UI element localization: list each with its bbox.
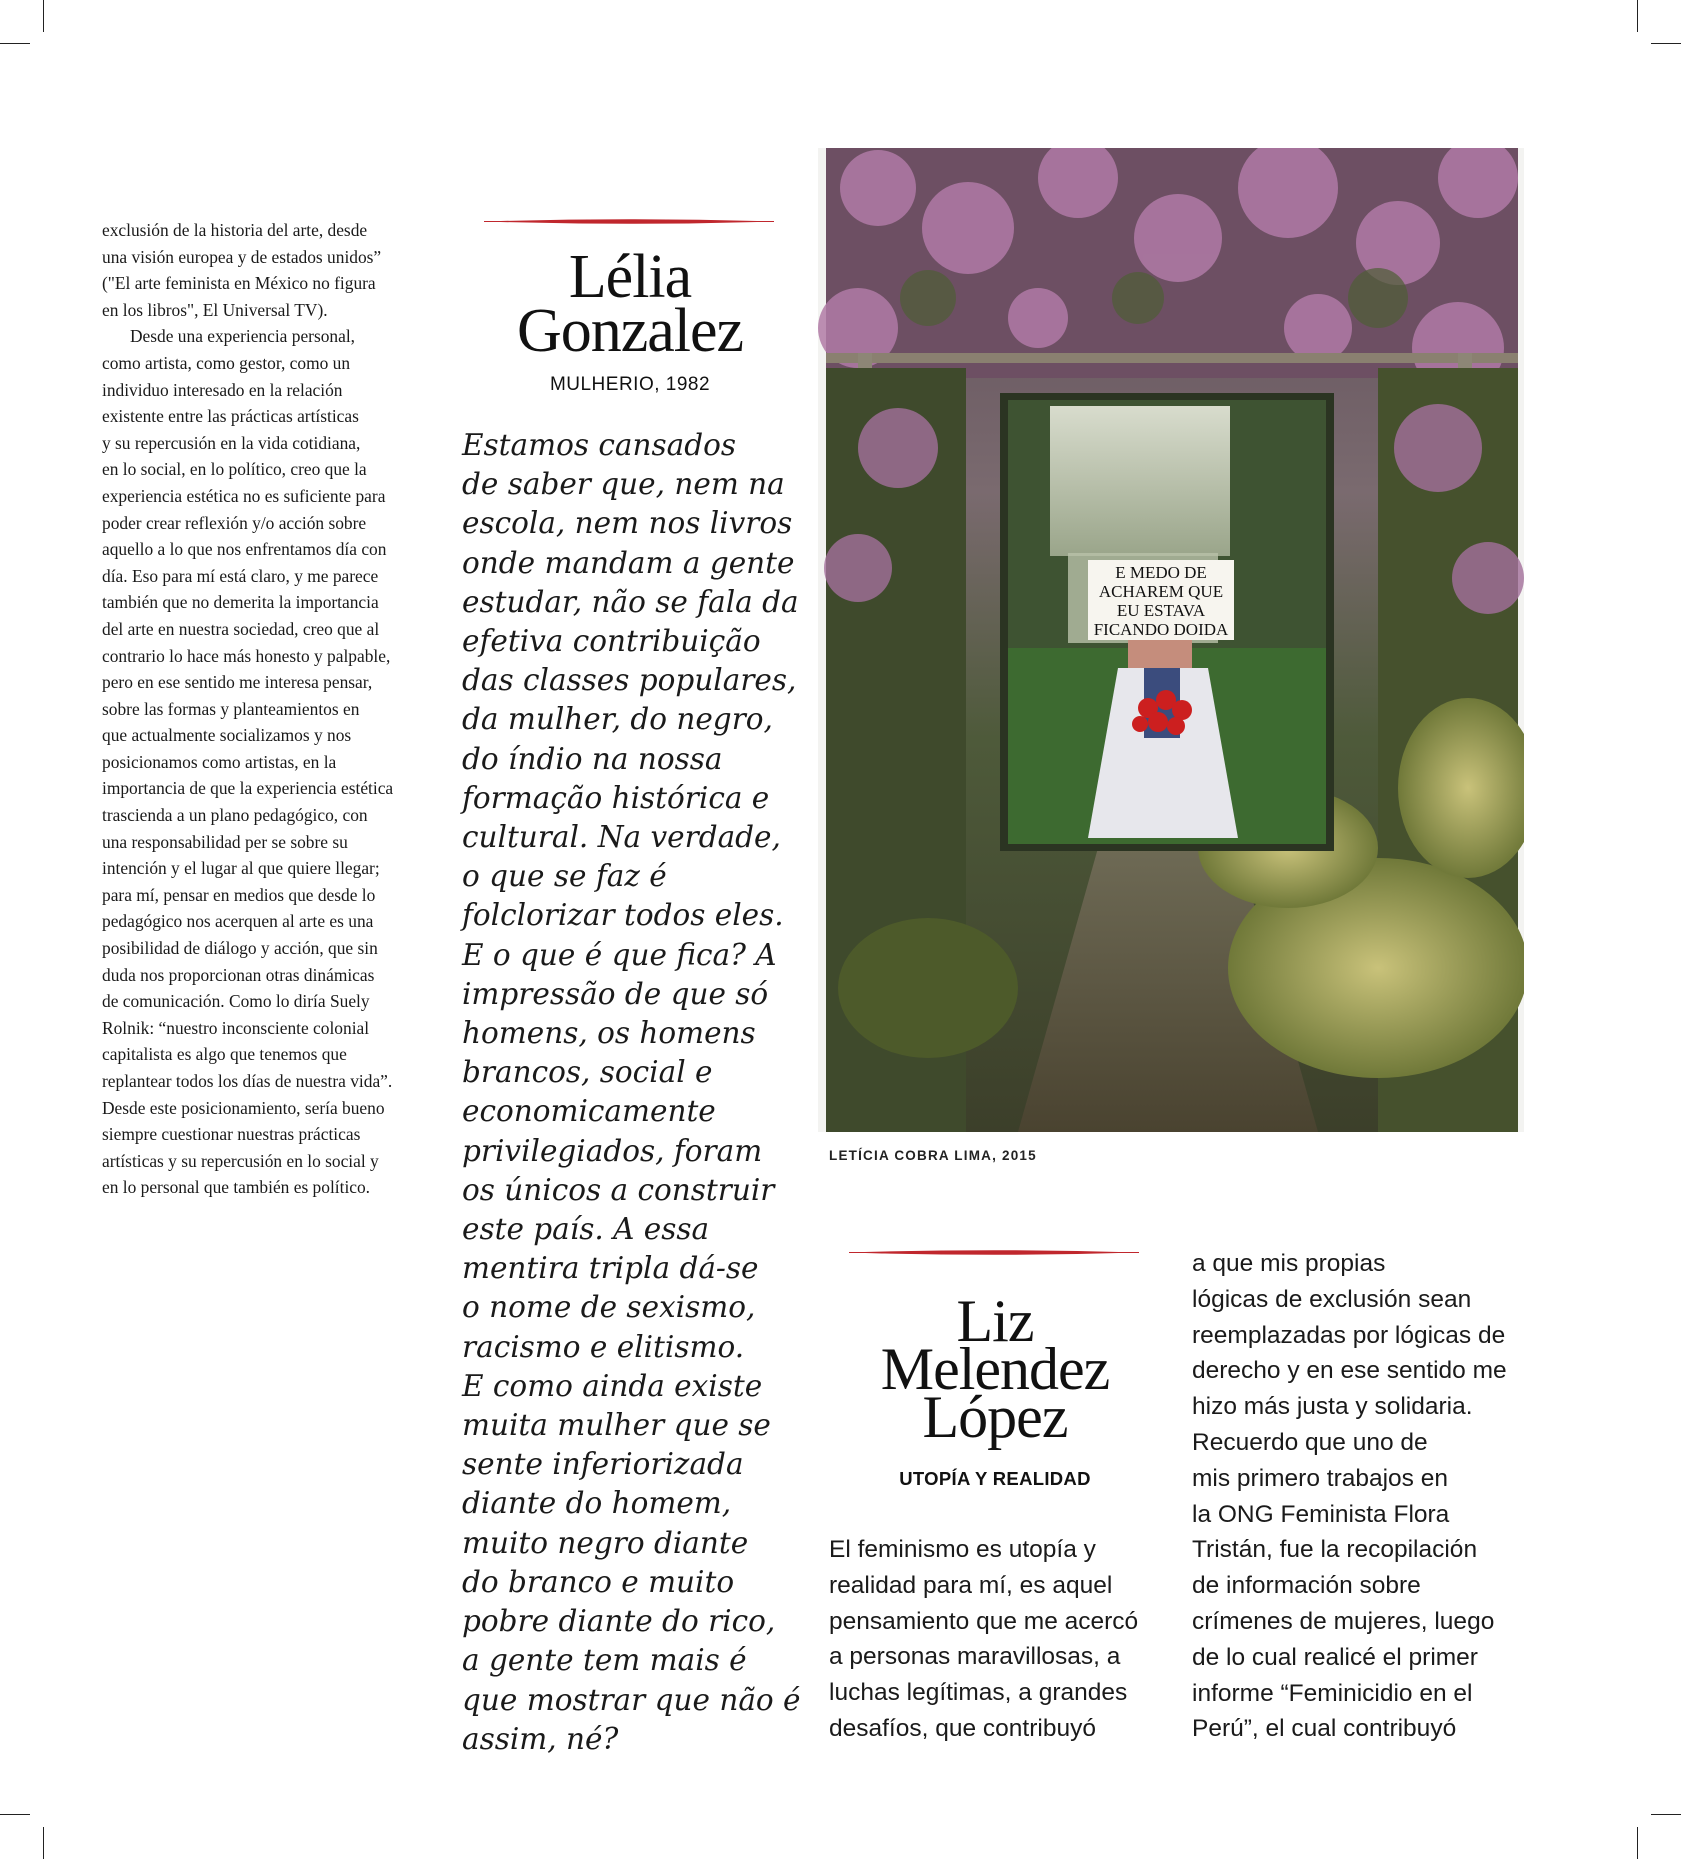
left-column-line: en lo personal que también es político.	[102, 1177, 371, 1198]
lelia-name-line2: Gonzalez	[516, 297, 744, 365]
crop-mark-top-left-v	[43, 0, 44, 32]
quote-line: assim, né?	[462, 1721, 619, 1756]
lelia-name-heading	[480, 243, 780, 365]
artwork-overlay-line: ACHAREM QUE	[1098, 582, 1224, 601]
lelia-source: MULHERIO, 1982	[549, 374, 711, 395]
left-column-line: existente entre las prácticas artísticas	[102, 406, 359, 427]
crop-mark-top-right-v	[1637, 0, 1638, 32]
artwork-frame	[818, 148, 1524, 1132]
liz-col2-line: informe “Feminicidio en el	[1192, 1679, 1473, 1707]
crop-mark-bottom-left-v	[43, 1827, 44, 1859]
liz-col1-line: a personas maravillosas, a	[829, 1643, 1121, 1671]
left-column-line: posibilidad de diálogo y acción, que sin	[102, 938, 378, 959]
left-column-line: aquello a lo que nos enfrentamos día con	[102, 539, 387, 560]
quote-line: folclorizar todos eles.	[462, 898, 784, 933]
left-column-line: replantear todos los días de nuestra vida”.	[102, 1071, 393, 1091]
liz-col2-line: reemplazadas por lógicas de	[1192, 1321, 1506, 1349]
liz-col1-line: pensamiento que me acercó	[829, 1607, 1139, 1635]
left-column-line: Desde este posicionamiento, sería bueno	[102, 1097, 385, 1118]
quote-line: E como ainda existe	[462, 1368, 763, 1403]
liz-col2-line: Recuerdo que uno de	[1192, 1428, 1428, 1456]
liz-section-title: UTOPÍA Y REALIDAD	[899, 1468, 1091, 1489]
liz-name-line1: Liz	[956, 1288, 1034, 1354]
left-column-line: del arte en nuestra sociedad, creo que al	[102, 618, 380, 639]
lelia-name-line1: Lélia	[568, 243, 692, 311]
liz-col1-line: desafíos, que contribuyó	[829, 1714, 1096, 1742]
left-column-line: Desde una experiencia personal,	[130, 326, 356, 347]
liz-col2-line: mis primero trabajos en	[1192, 1464, 1448, 1492]
crop-mark-bottom-right-h	[1651, 1814, 1681, 1815]
quote-line: os únicos a construir	[462, 1172, 775, 1207]
left-column-line: importancia de que la experiencia estética	[102, 778, 394, 799]
lelia-accent-rule	[484, 218, 774, 225]
liz-name-heading	[850, 1288, 1140, 1450]
quote-line: sente inferiorizada	[462, 1447, 744, 1482]
liz-col2-line: hizo más justa y solidaria.	[1192, 1393, 1473, 1421]
quote-line: o nome de sexismo,	[462, 1290, 756, 1325]
quote-line: a gente tem mais é	[462, 1643, 747, 1678]
liz-col2-line: crímenes de mujeres, luego	[1192, 1607, 1495, 1635]
quote-line: muita mulher que se	[462, 1408, 771, 1443]
liz-col2-line: Perú”, el cual contribuyó	[1192, 1715, 1457, 1743]
left-column-line: contrario lo hace más honesto y palpable,	[102, 645, 391, 666]
liz-text-column-1	[829, 1532, 1169, 1747]
left-column-line: como artista, como gestor, como un	[102, 352, 351, 373]
liz-text-column-2	[1192, 1246, 1532, 1747]
left-column-line: día. Eso para mí está claro, y me parece	[102, 565, 379, 586]
left-column-line: poder crear reflexión y/o acción sobre	[102, 512, 367, 533]
left-column-line: intención y el lugar al que quiere llegar;	[102, 858, 380, 879]
quote-line: este país. A essa	[462, 1212, 710, 1247]
quote-line: formação histórica e	[462, 780, 770, 815]
left-column-line: exclusión de la historia del arte, desde	[102, 220, 368, 240]
quote-line: cultural. Na verdade,	[462, 820, 781, 855]
liz-col1-line: El feminismo es utopía y	[829, 1536, 1096, 1563]
left-column-text	[102, 217, 432, 1201]
left-column-line: pero en ese sentido me interesa pensar,	[102, 672, 373, 693]
crop-mark-top-left-h	[0, 43, 30, 44]
artwork-overlay-line: E MEDO DE	[1115, 563, 1207, 582]
quote-line: do branco e muito	[462, 1564, 735, 1599]
left-column-line: para mí, pensar en medios que desde lo	[102, 884, 376, 905]
quote-line: do índio na nossa	[462, 741, 723, 776]
quote-line: economicamente	[462, 1094, 716, 1129]
quote-line: estudar, não se fala da	[462, 584, 799, 619]
liz-col1-line: luchas legítimas, a grandes	[829, 1679, 1128, 1707]
left-column-line: duda nos proporcionan otras dinámicas	[102, 964, 375, 985]
artwork-image	[818, 148, 1524, 1132]
left-column-line: una visión europea y de estados unidos”	[102, 246, 382, 267]
quote-line: escola, nem nos livros	[462, 506, 793, 541]
quote-line: impressão de que só	[462, 976, 769, 1011]
left-column-line: una responsabilidad per se sobre su	[102, 831, 348, 852]
left-column-line: en lo social, en lo político, creo que la	[102, 459, 367, 480]
left-column-line: de comunicación. Como lo diría Suely	[102, 991, 370, 1012]
liz-col2-line: de información sobre	[1192, 1572, 1421, 1600]
liz-name-line3: López	[922, 1384, 1068, 1450]
liz-col2-line: lógicas de exclusión sean	[1192, 1285, 1472, 1313]
artwork-caption: LETÍCIA COBRA LIMA, 2015	[829, 1148, 1037, 1163]
quote-line: E o que é que fica? A	[462, 937, 777, 972]
left-column-line: artísticas y su repercusión en lo social y	[102, 1150, 379, 1171]
quote-line: o que se faz é	[462, 859, 667, 894]
quote-line: onde mandam a gente	[462, 545, 795, 580]
liz-col2-line: Tristán, fue la recopilación	[1192, 1536, 1478, 1564]
left-column-line: trascienda a un plano pedagógico, con	[102, 805, 368, 826]
left-column-line: experiencia estética no es suficiente para	[102, 485, 386, 506]
quote-line: de saber que, nem na	[462, 467, 785, 502]
quote-line: que mostrar que não é	[462, 1682, 801, 1717]
left-column-line: posicionamos como artistas, en la	[102, 751, 337, 772]
liz-name-line2: Melendez	[880, 1336, 1110, 1402]
crop-mark-bottom-left-h	[0, 1814, 30, 1815]
quote-line: privilegiados, foram	[462, 1133, 763, 1168]
quote-line: diante do homem,	[462, 1486, 732, 1521]
crop-mark-top-right-h	[1651, 43, 1681, 44]
quote-line: muito negro diante	[462, 1525, 749, 1560]
artwork-overlay-line: EU ESTAVA	[1116, 601, 1206, 620]
left-column-line: y su repercusión en la vida cotidiana,	[102, 432, 361, 453]
quote-line: da mulher, do negro,	[462, 702, 773, 737]
liz-col2-line: a que mis propias	[1192, 1250, 1386, 1277]
lelia-quote	[462, 426, 802, 1759]
quote-line: das classes populares,	[462, 663, 797, 698]
left-column-line: siempre cuestionar nuestras prácticas	[102, 1124, 361, 1145]
left-column-line: que actualmente socializamos y nos	[102, 725, 352, 746]
left-column-line: también que no demerita la importancia	[102, 592, 379, 613]
left-column-line: Rolnik: “nuestro inconsciente colonial	[102, 1017, 370, 1038]
quote-line: Estamos cansados	[462, 428, 736, 462]
liz-col1-line: realidad para mí, es aquel	[829, 1571, 1113, 1599]
left-column-line: pedagógico nos acerquen al arte es una	[102, 911, 374, 932]
quote-line: homens, os homens	[462, 1016, 756, 1051]
liz-col2-line: derecho y en ese sentido me	[1192, 1357, 1507, 1385]
quote-line: pobre diante do rico,	[462, 1604, 776, 1639]
liz-col2-line: la ONG Feminista Flora	[1192, 1500, 1450, 1528]
left-column-line: individuo interesado en la relación	[102, 379, 343, 400]
left-column-line: sobre las formas y planteamientos en	[102, 698, 360, 719]
liz-accent-rule	[849, 1249, 1139, 1256]
quote-line: racismo e elitismo.	[462, 1329, 745, 1364]
left-column-line: capitalista es algo que tenemos que	[102, 1044, 347, 1065]
crop-mark-bottom-right-v	[1637, 1827, 1638, 1859]
artwork-overlay-line: FICANDO DOIDA	[1093, 620, 1229, 639]
liz-col2-line: de lo cual realicé el primer	[1192, 1643, 1478, 1671]
left-column-line: en los libros", El Universal TV).	[102, 299, 328, 320]
left-column-line: ("El arte feminista en México no figura	[102, 273, 376, 294]
quote-line: brancos, social e	[462, 1055, 713, 1090]
quote-line: mentira tripla dá-se	[462, 1251, 759, 1286]
quote-line: efetiva contribuição	[462, 624, 761, 659]
